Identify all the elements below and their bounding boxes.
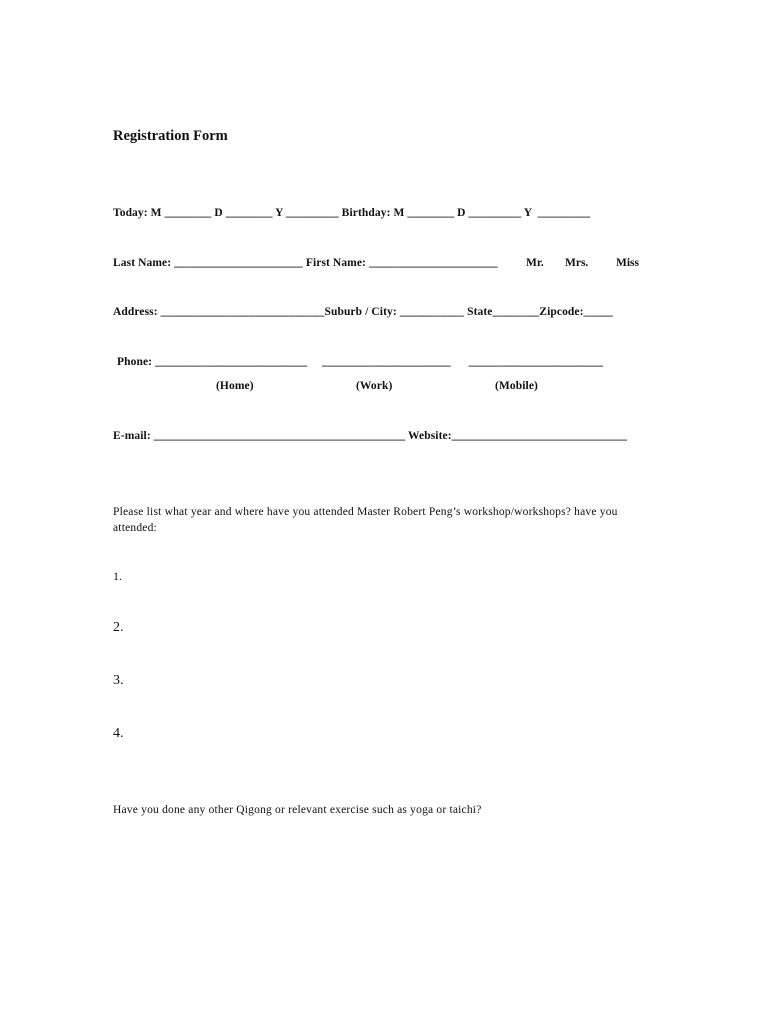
- qigong-question: Have you done any other Qigong or relevant exercise such as yoga or taichi?: [113, 804, 482, 816]
- answer-number-2: 2.: [113, 620, 124, 635]
- title-option-mrs[interactable]: Mrs.: [565, 257, 589, 269]
- workshops-question: Please list what year and where have you attended Master Robert Peng’s workshop/workshops? have you attended:: [113, 506, 618, 534]
- email-website-row[interactable]: E-mail: ___________________________________________ Website:______________________________: [113, 430, 628, 442]
- address-row[interactable]: Address: ____________________________Suburb / City: ___________ State________Zipcode:_____: [113, 306, 613, 318]
- answer-number-3: 3.: [113, 673, 124, 688]
- form-title: Registration Form: [113, 128, 228, 144]
- answer-number-1: 1.: [113, 569, 122, 583]
- phone-row[interactable]: Phone: __________________________ ______________________ _______________________: [117, 356, 604, 368]
- title-option-mr[interactable]: Mr.: [526, 257, 544, 269]
- today-birthday-row[interactable]: Today: M ________ D ________ Y _________ Birthday: M ________ D _________ Y _________: [113, 207, 591, 219]
- phone-home-label: (Home): [216, 380, 254, 392]
- title-option-miss[interactable]: Miss: [616, 257, 639, 269]
- answer-number-4: 4.: [113, 726, 124, 741]
- phone-work-label: (Work): [356, 380, 393, 392]
- name-row[interactable]: Last Name: ______________________ First Name: ______________________: [113, 257, 498, 269]
- phone-mobile-label: (Mobile): [495, 380, 538, 392]
